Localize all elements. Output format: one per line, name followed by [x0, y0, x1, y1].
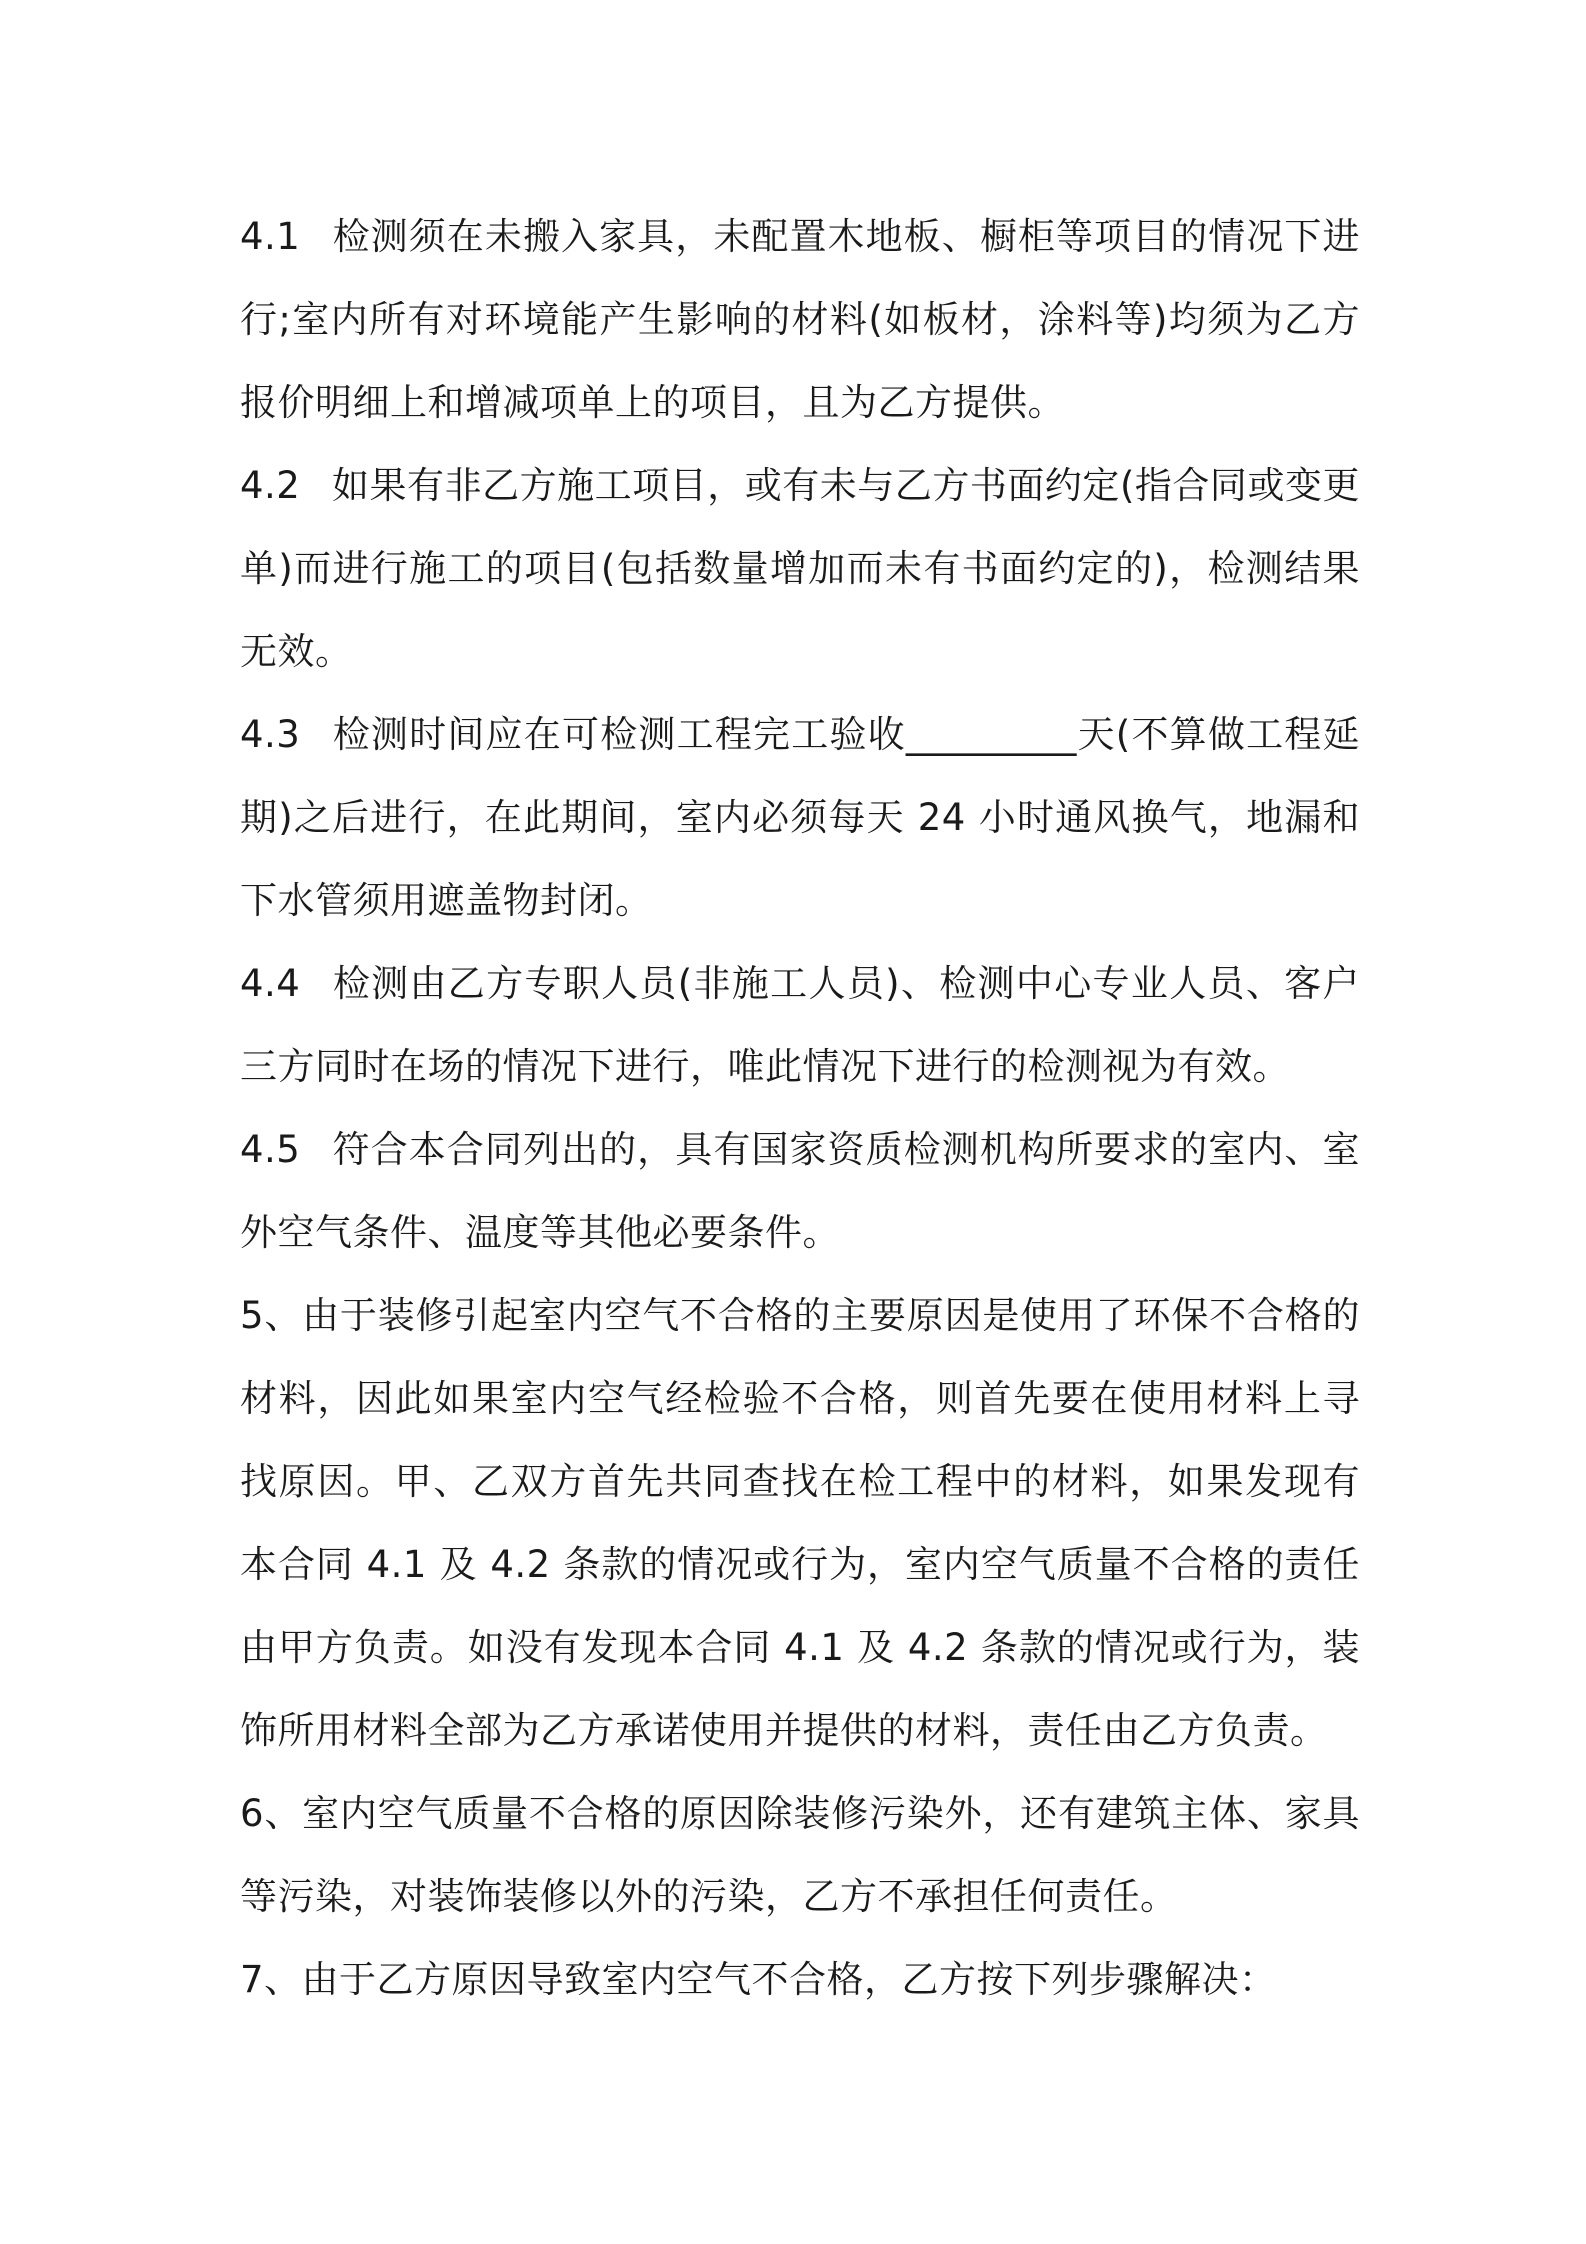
clause-text: 7、由于乙方原因导致室内空气不合格，乙方按下列步骤解决： [240, 1958, 1277, 2001]
clause-4-4 [240, 942, 1360, 1108]
document-body [240, 195, 1360, 2021]
clause-text: 检测由乙方专职人员(非施工人员)、检测中心专业人员、客户三方同时在场的情况下进行，唯此情况下进行的检测视为有效。 [240, 962, 1360, 1088]
clause-text: 检测须在未搬入家具，未配置木地板、橱柜等项目的情况下进行;室内所有对环境能产生影响的材料(如板材，涂料等)均须为乙方报价明细上和增减项单上的项目，且为乙方提供。 [240, 215, 1360, 424]
clause-text: 6、室内空气质量不合格的原因除装修污染外，还有建筑主体、家具等污染，对装饰装修以外的污染，乙方不承担任何责任。 [240, 1792, 1360, 1918]
clause-4-1 [240, 195, 1360, 444]
clause-text: 如果有非乙方施工项目，或有未与乙方书面约定(指合同或变更单)而进行施工的项目(包括数量增加而未有书面约定的)，检测结果无效。 [240, 464, 1360, 673]
clause-text: 符合本合同列出的，具有国家资质检测机构所要求的室内、室外空气条件、温度等其他必要条件。 [240, 1128, 1360, 1254]
clause-6 [240, 1772, 1360, 1938]
clause-5 [240, 1274, 1360, 1772]
clause-number: 4.4 [240, 962, 301, 1005]
clause-number: 4.2 [240, 464, 301, 507]
clause-4-2 [240, 444, 1360, 693]
clause-4-5 [240, 1108, 1360, 1274]
clause-number: 4.3 [240, 713, 301, 756]
clause-7 [240, 1938, 1360, 2021]
clause-4-3 [240, 693, 1360, 942]
clause-text: 5、由于装修引起室内空气不合格的主要原因是使用了环保不合格的材料，因此如果室内空气经检验不合格，则首先要在使用材料上寻找原因。甲、乙双方首先共同查找在检工程中的材料，如果发现有本合同 4.1 及 4.2 条款的情况或行为，室内空气质量不合格的责任由甲方负责。如没有发现本合同 4.1 及 4.2 条款的情况或行为，装饰所用材料全部为乙方承诺使用并提供的材料，责任由乙方负责。 [240, 1294, 1360, 1752]
clause-number: 4.5 [240, 1128, 301, 1171]
clause-number: 4.1 [240, 215, 301, 258]
clause-text: 检测时间应在可检测工程完工验收_________天(不算做工程延期)之后进行，在此期间，室内必须每天 24 小时通风换气，地漏和下水管须用遮盖物封闭。 [240, 713, 1360, 922]
